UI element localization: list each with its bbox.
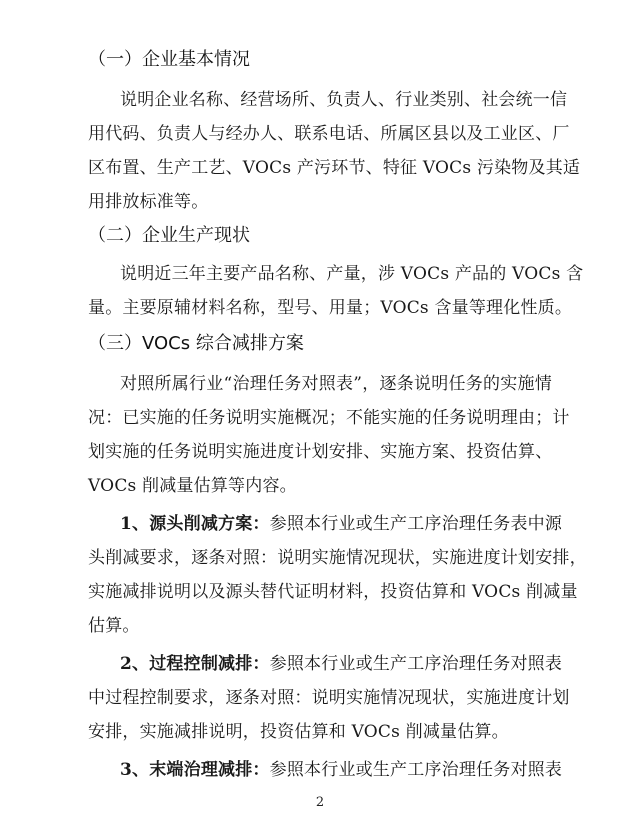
item-1-line-3: 实施减排说明以及源头替代证明材料，投资估算和 VOCs 削减量: [88, 582, 578, 602]
item-2-title: 2、过程控制减排：: [120, 654, 270, 674]
item-2-first-line: [120, 652, 563, 676]
section-3-heading: （三）VOCs 综合减排方案: [88, 333, 304, 354]
item-1-line-4: 估算。: [88, 616, 140, 636]
section-2-line-1: 说明近三年主要产品名称、产量，涉 VOCs 产品的 VOCs 含: [120, 264, 584, 284]
section-1-line-3: 区布置、生产工艺、VOCs 产污环节、特征 VOCs 污染物及其适: [88, 158, 581, 178]
section-1-line-1: 说明企业名称、经营场所、负责人、行业类别、社会统一信: [120, 90, 568, 110]
item-3-first-line: [120, 758, 563, 782]
section-2-line-2: 量。主要原辅材料名称，型号、用量；VOCs 含量等理化性质。: [88, 298, 573, 318]
section-2-heading: （二）企业生产现状: [88, 225, 250, 246]
section-1-line-2: 用代码、负责人与经办人、联系电话、所属区县以及工业区、厂: [88, 124, 570, 144]
section-1-heading: （一）企业基本情况: [88, 49, 250, 70]
item-2-line-2: 中过程控制要求，逐条对照：说明实施情况现状，实施进度计划: [88, 688, 570, 708]
section-3-line-3: 划实施的任务说明实施进度计划安排、实施方案、投资估算、: [88, 442, 553, 462]
page-number: 2: [315, 795, 325, 810]
item-3-first-line-text: 参照本行业或生产工序治理任务对照表: [269, 760, 563, 780]
section-3-line-1: 对照所属行业“治理任务对照表”，逐条说明任务的实施情: [120, 374, 552, 394]
item-3-title: 3、末端治理减排：: [120, 760, 270, 780]
section-3-line-2: 况：已实施的任务说明实施概况；不能实施的任务说明理由；计: [88, 408, 570, 428]
item-1-line-2: 头削减要求，逐条对照：说明实施情况现状，实施进度计划安排，: [88, 548, 587, 568]
section-3-line-4: VOCs 削减量估算等内容。: [88, 476, 297, 496]
item-2-first-line-text: 参照本行业或生产工序治理任务对照表: [269, 654, 563, 674]
item-1-first-line-text: 参照本行业或生产工序治理任务表中源: [269, 514, 563, 534]
item-2-line-3: 安排，实施减排说明，投资估算和 VOCs 削减量估算。: [88, 722, 509, 742]
item-1-first-line: [120, 512, 563, 536]
item-1-title: 1、源头削减方案：: [120, 514, 270, 534]
section-1-line-4: 用排放标准等。: [88, 192, 209, 212]
